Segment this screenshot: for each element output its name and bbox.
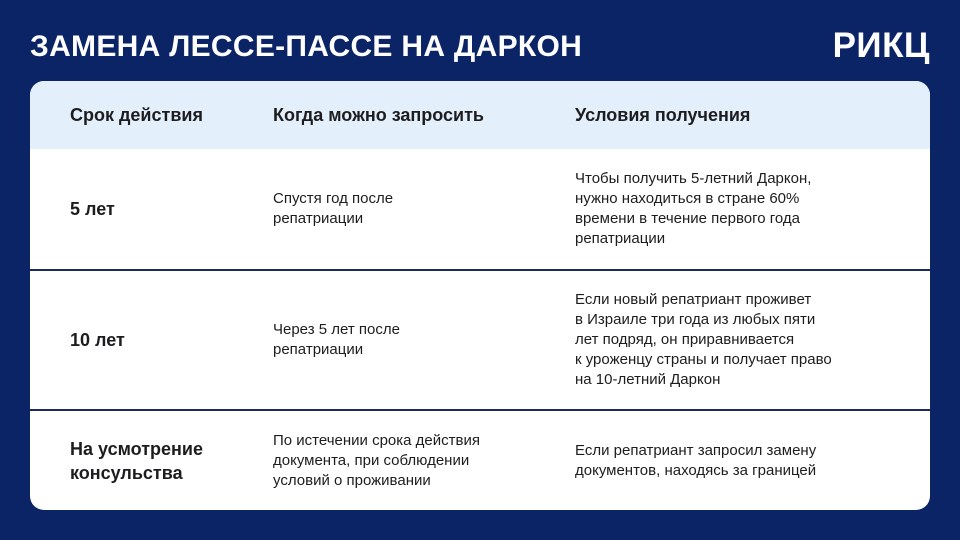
conditions-cell: Чтобы получить 5-летний Даркон, нужно находиться в стране 60% времени в течение первого года репатриации: [575, 170, 812, 247]
brand-logo: РИКЦ: [832, 26, 930, 65]
conditions-cell: Если новый репатриант проживет в Израиле три года из любых пяти лет подряд, он приравнивается к уроженцу страны и получает право на 10-летний Даркон: [575, 291, 832, 388]
table-row: [30, 411, 930, 510]
page-title: ЗАМЕНА ЛЕССЕ-ПАССЕ НА ДАРКОН: [30, 30, 583, 63]
table-row: [30, 271, 930, 411]
term-cell: 5 лет: [70, 199, 115, 219]
comparison-table: [30, 81, 930, 510]
column-header-when: Когда можно запросить: [273, 104, 484, 125]
column-header-conditions: Условия получения: [575, 104, 751, 125]
table-row: [30, 149, 930, 271]
table-header-row: [30, 81, 930, 149]
term-cell: 10 лет: [70, 330, 125, 350]
when-cell: Через 5 лет после репатриации: [273, 321, 400, 358]
column-header-term: Срок действия: [70, 104, 203, 125]
conditions-cell: Если репатриант запросил замену документов, находясь за границей: [575, 441, 817, 479]
when-cell: По истечении срока действия документа, при соблюдении условий о проживании: [273, 431, 480, 489]
term-cell: На усмотрение консульства: [70, 438, 203, 483]
when-cell: Спустя год после репатриации: [273, 190, 394, 227]
